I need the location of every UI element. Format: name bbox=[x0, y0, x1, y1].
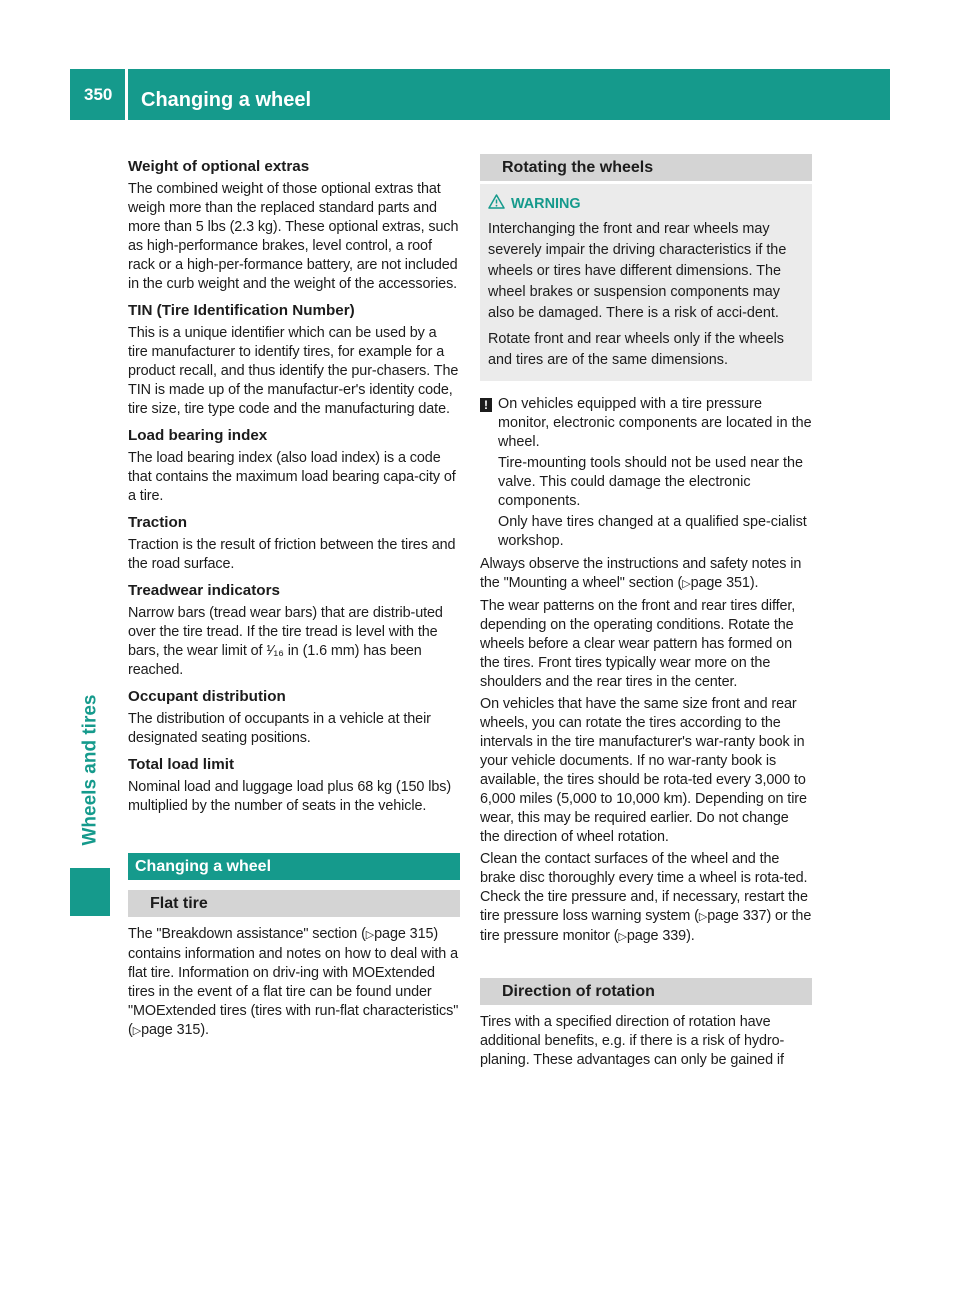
side-tab-marker bbox=[70, 868, 110, 916]
text-total-load-limit: Nominal load and luggage load plus 68 kg (150 lbs) multiplied by the number of seats in the vehicle. bbox=[128, 779, 452, 814]
flat-tire-text-a: The "Breakdown assistance" section ( bbox=[128, 926, 366, 942]
note-text-2: Tire-mounting tools should not be used near the valve. This could damage the electronic components. bbox=[498, 455, 804, 509]
heading-treadwear-indicators: Treadwear indicators bbox=[128, 582, 280, 599]
page-ref-link[interactable]: page 351 bbox=[690, 575, 750, 591]
page-ref-link[interactable]: page 339 bbox=[626, 928, 687, 944]
text-traction: Traction is the result of friction between the tires and the road surface. bbox=[128, 537, 456, 572]
section-heading-flat-tire bbox=[128, 890, 460, 917]
text-mounting-wheel-ref bbox=[480, 555, 812, 594]
page-number: 350 bbox=[84, 85, 113, 104]
page-ref-arrow-icon: ▷ bbox=[682, 578, 691, 590]
page-title: Changing a wheel bbox=[141, 89, 312, 111]
text-occupant-distribution: The distribution of occupants in a vehicle at their designated seating positions. bbox=[128, 711, 431, 746]
header-divider bbox=[125, 69, 128, 120]
page-ref-arrow-icon: ▷ bbox=[618, 931, 627, 943]
page-ref-arrow-icon: ▷ bbox=[698, 911, 708, 923]
text-flat-tire bbox=[128, 925, 460, 1041]
clean-text-c: ). bbox=[686, 928, 695, 944]
section-heading-rotating-label: Rotating the wheels bbox=[502, 159, 654, 176]
text-weight-optional-extras: The combined weight of those optional extras that weigh more than the replaced standard parts and more than 5 lbs (2.3 kg). These optional extras, such as high-performance brakes, level control, a roof rack or a high-per-formance battery, are not included in the curb weight and the weight of the accessories. bbox=[128, 181, 459, 292]
warning-label: WARNING bbox=[511, 195, 581, 212]
page-ref-link[interactable]: page 315 bbox=[374, 926, 434, 942]
left-column bbox=[128, 150, 460, 1044]
heading-total-load-limit: Total load limit bbox=[128, 756, 235, 773]
clean-text-a: Clean the contact surfaces of the wheel and the brake disc thoroughly every time a wheel is rota-ted. Check the tire pressure and, if necessary, restart the tire pressure loss warning system ( bbox=[480, 851, 808, 924]
flat-tire-text-b: ) contains information and notes on how to deal with a flat tire. Information on driv-ing with MOExtended tires in the event of a flat tire can be found under "MOExtended tires (tires with run-flat characteristics" ( bbox=[128, 926, 459, 1038]
section-heading-rotating-the-wheels bbox=[480, 154, 812, 181]
note-text-1: On vehicles equipped with a tire pressure monitor, electronic components are located in the wheel. bbox=[498, 396, 812, 450]
exclamation-icon: ! bbox=[480, 398, 492, 412]
warning-triangle-icon bbox=[488, 194, 505, 213]
heading-traction: Traction bbox=[128, 514, 188, 531]
note-block bbox=[480, 395, 812, 551]
page-ref-link[interactable]: page 315 bbox=[141, 1022, 201, 1038]
text-wear-patterns: The wear patterns on the front and rear tires differ, depending on the operating conditions. Rotate the wheels before a clear wear pattern has formed on the tires. Front tires typically wear more on the shoulders and the rear tires in the center. bbox=[480, 598, 796, 690]
text-tin: This is a unique identifier which can be used by a tire manufacturer to identify tires, for example for a product recall, and thus identify the pur-chasers. The TIN is made up of the manufactur-er's identity code, tire size, tire type code and the manufacturing date. bbox=[128, 325, 459, 417]
clean-text-b: ) or the tire pressure monitor ( bbox=[480, 908, 812, 944]
page-ref-arrow-icon: ▷ bbox=[365, 929, 375, 941]
mounting-text-a: Always observe the instructions and safety notes in the "Mounting a wheel" section ( bbox=[480, 556, 802, 591]
section-heading-flat-tire-label: Flat tire bbox=[150, 895, 208, 912]
section-heading-direction-label: Direction of rotation bbox=[502, 983, 655, 1000]
page-ref-link[interactable]: page 337 bbox=[707, 908, 767, 924]
text-load-bearing-index: The load bearing index (also load index) is a code that contains the maximum load bearing capa-city of a tire. bbox=[128, 450, 456, 504]
warning-box bbox=[480, 184, 812, 381]
text-treadwear-indicators: Narrow bars (tread wear bars) that are distrib-uted over the tire tread. If the tire tread is level with the bars, the wear limit of ¹⁄₁₆ in (1.6 mm) has been reached. bbox=[128, 605, 443, 678]
warning-header bbox=[488, 194, 804, 213]
text-rotation-intervals: On vehicles that have the same size front and rear wheels, you can rotate the tires according to the intervals in the tire manufacturer's war-ranty book in your vehicle documents. If no war-ranty book is available, the tires should be rota-ted every 3,000 to 6,000 miles (5,000 to 10,000 km). Depending on tire wear, this may be required earlier. Do not change the direction of wheel rotation. bbox=[480, 696, 807, 845]
text-clean-contact-surfaces bbox=[480, 850, 812, 947]
section-heading-changing-a-wheel bbox=[128, 853, 460, 880]
heading-load-bearing-index: Load bearing index bbox=[128, 427, 268, 444]
warning-text-1: Interchanging the front and rear wheels may severely impair the driving characteristics if the wheels or tires have different dimensions. The wheel brakes or suspension components may also be damaged. There is a risk of acci-dent. bbox=[488, 221, 787, 321]
heading-occupant-distribution: Occupant distribution bbox=[128, 688, 286, 705]
heading-weight-optional-extras: Weight of optional extras bbox=[128, 158, 310, 175]
warning-text-2: Rotate front and rear wheels only if the wheels and tires are of the same dimensions. bbox=[488, 331, 784, 368]
page-ref-arrow-icon: ▷ bbox=[132, 1025, 142, 1037]
section-heading-direction-of-rotation bbox=[480, 978, 812, 1005]
flat-tire-text-c: ). bbox=[200, 1022, 209, 1038]
mounting-text-b: ). bbox=[749, 575, 759, 591]
side-tab-label bbox=[70, 680, 110, 860]
heading-tin: TIN (Tire Identification Number) bbox=[128, 302, 355, 319]
right-column bbox=[480, 150, 812, 1073]
note-text-3: Only have tires changed at a qualified spe-cialist workshop. bbox=[498, 514, 807, 549]
section-heading-changing-a-wheel-label: Changing a wheel bbox=[135, 858, 272, 875]
side-tab-text: Wheels and tires bbox=[79, 694, 100, 846]
text-direction-of-rotation: Tires with a specified direction of rotation have additional benefits, e.g. if there is a risk of hydro-planing. These advantages can only be gained if bbox=[480, 1014, 785, 1068]
